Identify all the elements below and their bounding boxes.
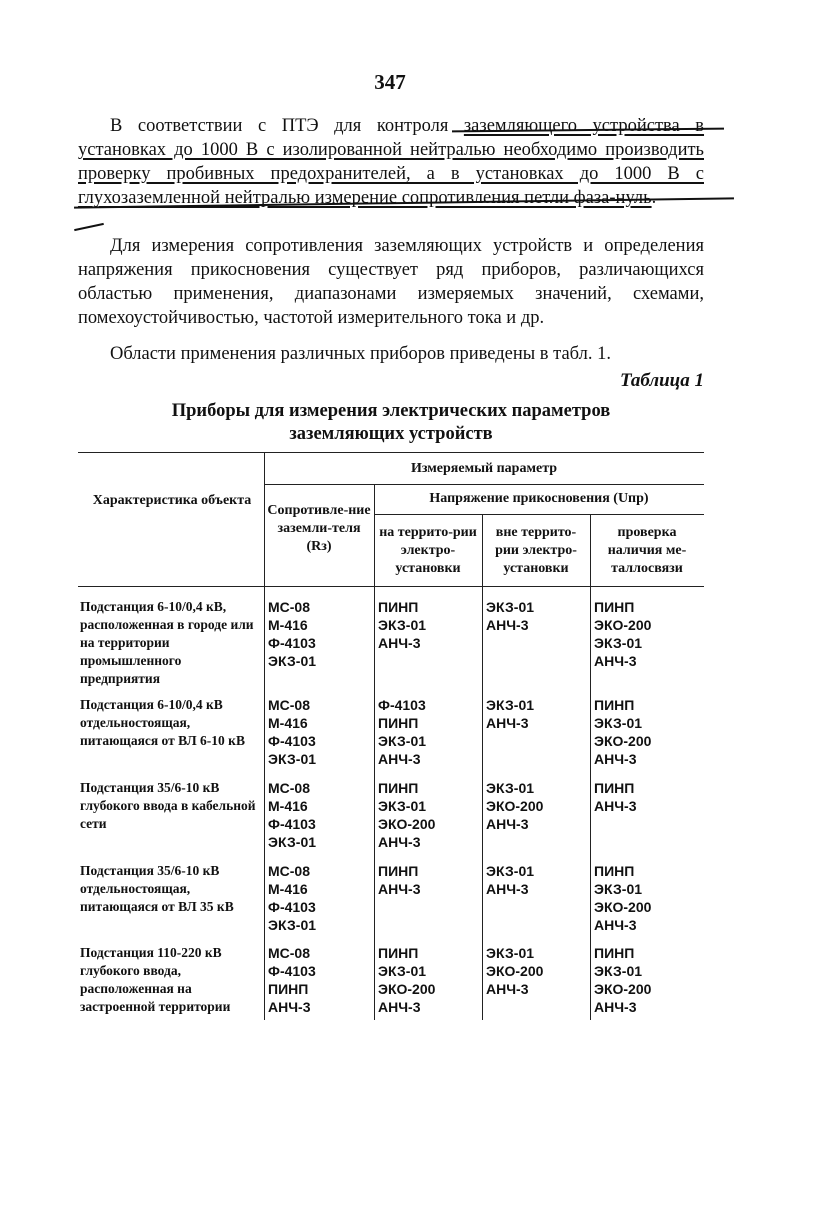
list-item: ПИНП [268, 981, 309, 997]
list-item: ЭКЗ-01 [378, 963, 427, 979]
row-3-metal [594, 779, 637, 815]
row-5-metal [594, 944, 651, 1016]
paragraph-1-underlined: заземляющего устройства в установках до 1000 В с изолированной нейтралью необходимо производить проверку пробивных предохранителей, а в установках до 1000 В с глухозаземленной нейтралью измерение сопротивления петли фаза-нуль [78, 116, 705, 208]
list-item: ЭКЗ-01 [486, 599, 535, 615]
list-item: ЭКО-200 [486, 963, 544, 979]
paragraph-2: Для измерения сопротивления заземляющих устройств и определения напряжения прикосновения существует ряд приборов, различающихся областью применения, диапазонами измеряемых значений, схемами, помехоустойчивостью, частотой измерительного тока и др. [78, 236, 704, 328]
row-2-outside [486, 696, 534, 732]
list-item: М-416 [268, 798, 308, 814]
list-item: ЭКЗ-01 [594, 715, 643, 731]
row-5-inside [378, 944, 435, 1016]
row-5-object: Подстанция 110-220 кВ глубокого ввода, расположенная на застроенной территории [80, 945, 231, 1014]
list-item: ПИНП [378, 945, 419, 961]
row-3-resistance [268, 779, 316, 851]
list-item: ПИНП [594, 780, 635, 796]
list-item: ЭКО-200 [594, 733, 652, 749]
list-item: ЭКЗ-01 [268, 751, 317, 767]
list-item: ПИНП [378, 863, 419, 879]
list-item: ЭКЗ-01 [486, 697, 535, 713]
list-item: АНЧ-3 [594, 917, 637, 933]
list-item: АНЧ-3 [594, 999, 637, 1015]
header-inside-territory: на террито-рии электро-установки [379, 525, 477, 576]
list-item: ЭКЗ-01 [594, 635, 643, 651]
list-item: МС-08 [268, 945, 311, 961]
table-column-divider [264, 452, 265, 1020]
paragraph-1-start: В соответствии с ПТЭ для контроля [110, 116, 464, 136]
table-top-border [78, 452, 704, 453]
list-item: ПИНП [378, 715, 419, 731]
list-item: ЭКЗ-01 [486, 780, 535, 796]
list-item: ЭКО-200 [378, 981, 436, 997]
table-caption: Таблица 1 [619, 370, 704, 391]
list-item: АНЧ-3 [378, 751, 421, 767]
list-item: М-416 [268, 617, 308, 633]
row-4-resistance [268, 862, 316, 934]
table-header-divider [374, 514, 704, 515]
list-item: Ф-4103 [268, 899, 316, 915]
table-column-divider [482, 514, 483, 1020]
list-item: АНЧ-3 [486, 715, 529, 731]
list-item: ЭКЗ-01 [486, 945, 535, 961]
list-item: ПИНП [378, 780, 419, 796]
table-title-line-2: заземляющих устройств [289, 424, 493, 444]
header-outside-territory: вне террито-рии электро-установки [495, 525, 577, 576]
table-header-bottom [78, 586, 704, 587]
row-1-inside [378, 598, 426, 652]
list-item: ЭКЗ-01 [378, 617, 427, 633]
row-3-inside [378, 779, 435, 851]
row-4-object: Подстанция 35/6-10 кВ отдельностоящая, питающаяся от ВЛ 35 кВ [80, 863, 234, 914]
header-resistance: Сопротивле-ние заземли-теля (Rз) [267, 503, 371, 554]
row-5-resistance [268, 944, 316, 1016]
list-item: ПИНП [594, 599, 635, 615]
row-1-outside [486, 598, 534, 634]
list-item: ЭКО-200 [594, 981, 652, 997]
list-item: АНЧ-3 [486, 816, 529, 832]
list-item: ЭКЗ-01 [378, 798, 427, 814]
list-item: ПИНП [378, 599, 419, 615]
list-item: ЭКЗ-01 [594, 881, 643, 897]
header-metal-bond-check: проверка наличия ме-таллосвязи [607, 525, 687, 576]
list-item: М-416 [268, 881, 308, 897]
row-3-object: Подстанция 35/6-10 кВ глубокого ввода в кабельной сети [80, 780, 256, 831]
row-2-resistance [268, 696, 316, 768]
list-item: ПИНП [594, 863, 635, 879]
list-item: ПИНП [594, 945, 635, 961]
list-item: МС-08 [268, 863, 311, 879]
list-item: ЭКО-200 [594, 899, 652, 915]
list-item: АНЧ-3 [378, 999, 421, 1015]
list-item: ЭКЗ-01 [268, 653, 317, 669]
list-item: АНЧ-3 [594, 798, 637, 814]
list-item: МС-08 [268, 780, 311, 796]
list-item: АНЧ-3 [486, 881, 529, 897]
table-title-line-1: Приборы для измерения электрических параметров [171, 401, 611, 421]
page-number: 347 [374, 70, 406, 94]
list-item: ЭКО-200 [378, 816, 436, 832]
list-item: ЭКО-200 [594, 617, 652, 633]
list-item: ЭКЗ-01 [486, 863, 535, 879]
list-item: Ф-4103 [268, 635, 316, 651]
list-item: АНЧ-3 [378, 635, 421, 651]
list-item: Ф-4103 [378, 697, 426, 713]
paragraph-3: Области применения различных приборов приведены в табл. 1. [110, 344, 611, 364]
list-item: АНЧ-3 [268, 999, 311, 1015]
row-1-metal [594, 598, 651, 670]
list-item: ПИНП [594, 697, 635, 713]
list-item: АНЧ-3 [594, 653, 637, 669]
row-5-outside [486, 944, 543, 998]
list-item: АНЧ-3 [486, 981, 529, 997]
row-2-metal [594, 696, 651, 768]
header-measured-parameter: Измеряемый параметр [410, 461, 558, 476]
row-2-inside [378, 696, 426, 768]
list-item: ЭКЗ-01 [594, 963, 643, 979]
row-3-outside [486, 779, 543, 833]
header-object: Характеристика объекта [92, 493, 252, 508]
row-1-resistance [268, 598, 316, 670]
list-item: ЭКЗ-01 [268, 917, 317, 933]
list-item: ЭКЗ-01 [378, 733, 427, 749]
list-item: АНЧ-3 [378, 881, 421, 897]
list-item: Ф-4103 [268, 963, 316, 979]
list-item: М-416 [268, 715, 308, 731]
row-2-object: Подстанция 6-10/0,4 кВ отдельностоящая, питающаяся от ВЛ 6-10 кВ [80, 697, 245, 748]
row-1-object: Подстанция 6-10/0,4 кВ, расположенная в городе или на территории промышленного предприятия [80, 599, 254, 686]
list-item: ЭКО-200 [486, 798, 544, 814]
pen-stroke [74, 223, 104, 231]
row-4-outside [486, 862, 534, 898]
row-4-inside [378, 862, 421, 898]
list-item: ЭКЗ-01 [268, 834, 317, 850]
list-item: АНЧ-3 [594, 751, 637, 767]
list-item: МС-08 [268, 599, 311, 615]
table-column-divider [590, 514, 591, 1020]
list-item: АНЧ-3 [378, 834, 421, 850]
table-title [78, 400, 704, 446]
table-header-divider [264, 484, 704, 485]
row-4-metal [594, 862, 651, 934]
table-column-divider [374, 484, 375, 1020]
list-item: Ф-4103 [268, 733, 316, 749]
paragraph-1-end: . [651, 188, 657, 208]
header-touch-voltage: Напряжение прикосновения (Uпр) [429, 491, 649, 506]
list-item: МС-08 [268, 697, 311, 713]
list-item: АНЧ-3 [486, 617, 529, 633]
list-item: Ф-4103 [268, 816, 316, 832]
